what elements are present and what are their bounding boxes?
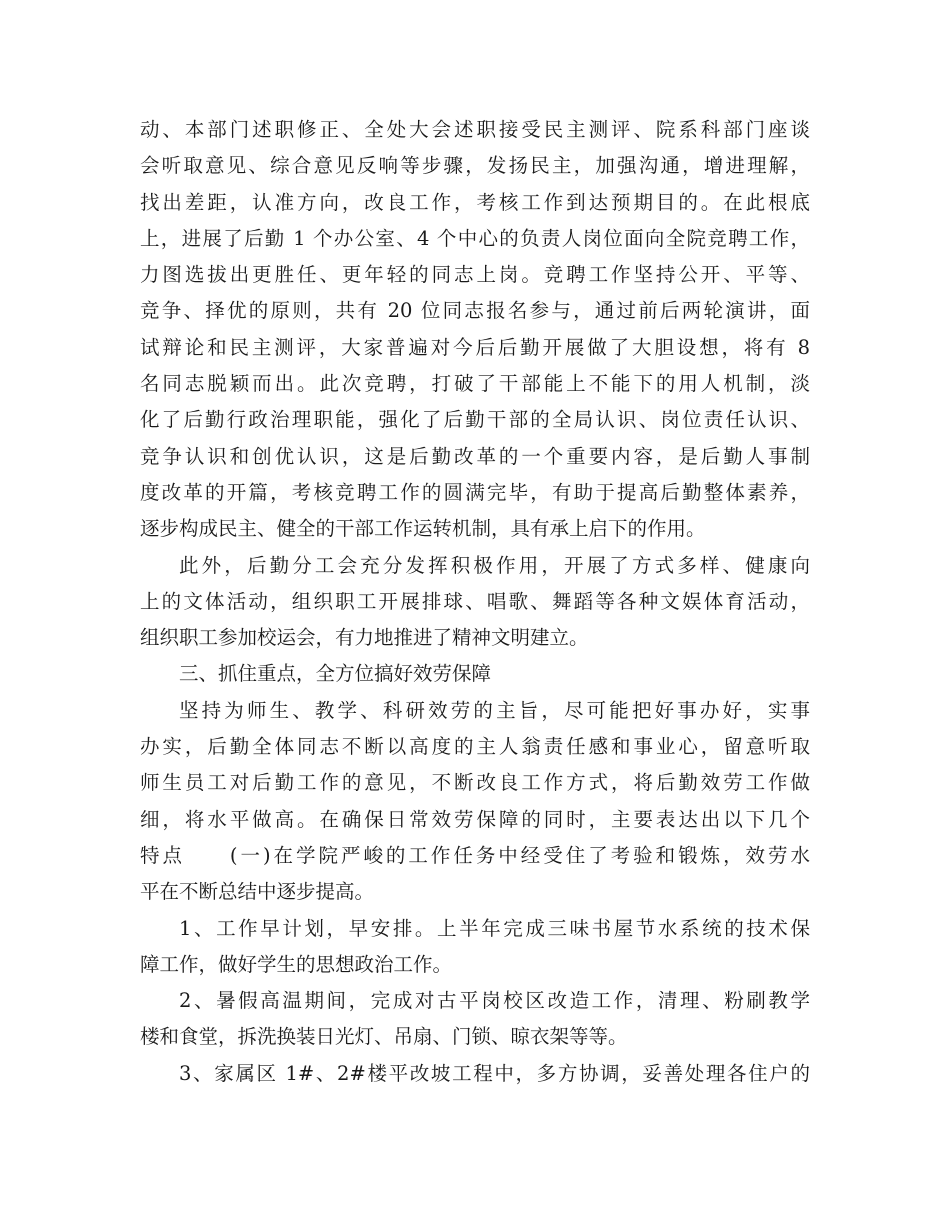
text-line: 名同志脱颖而出。此次竞聘，打破了干部能上不能下的用人机制，淡 (140, 372, 810, 396)
text-line: 竞争、择优的原则，共有 20 位同志报名参与，通过前后两轮演讲，面 (140, 299, 810, 323)
paragraph-first-line: 2、暑假高温期间，完成对古平岗校区改造工作，清理、粉刷教学 (179, 989, 810, 1013)
text-line: 障工作，做好学生的思想政治工作。 (140, 952, 453, 976)
text-line: 楼和食堂，拆洗换装日光灯、吊扇、门锁、晾衣架等等。 (140, 1025, 628, 1049)
text-line: 组织职工参加校运会，有力地推进了精神文明建立。 (140, 626, 589, 650)
text-line: 师生员工对后勤工作的意见，不断改良工作方式，将后勤效劳工作做 (140, 771, 810, 795)
document-page (140, 112, 810, 1092)
text-line: 竞争认识和创优认识，这是后勤改革的一个重要内容，是后勤人事制 (140, 444, 810, 468)
paragraph-first-line: 1、工作早计划，早安排。上半年完成三味书屋节水系统的技术保 (179, 916, 810, 940)
text-line: 度改革的开篇，考核竞聘工作的圆满完毕，有助于提高后勤整体素养， (140, 480, 810, 504)
text-line: 办实，后勤全体同志不断以高度的主人翁责任感和事业心，留意听取 (140, 735, 810, 759)
paragraph-first-line: 此外，后勤分工会充分发挥积极作用，开展了方式多样、健康向 (179, 553, 810, 577)
text-line: 试辩论和民主测评，大家普遍对今后后勤开展做了大胆设想，将有 8 (140, 335, 810, 359)
text-line: 会听取意见、综合意见反响等步骤，发扬民主，加强沟通，增进理解， (140, 154, 810, 178)
text-line: 特点 (一)在学院严峻的工作任务中经受住了考验和锻炼，效劳水 (140, 843, 810, 867)
text-line: 上，进展了后勤 1 个办公室、4 个中心的负责人岗位面向全院竞聘工作， (140, 226, 810, 250)
paragraph-first-line: 三、抓住重点，全方位搞好效劳保障 (179, 662, 492, 686)
text-line: 找出差距，认准方向，改良工作，考核工作到达预期目的。在此根底 (140, 190, 810, 214)
text-line: 化了后勤行政治理职能，强化了后勤干部的全局认识、岗位责任认识、 (140, 408, 810, 432)
text-line: 上的文体活动，组织职工开展排球、唱歌、舞蹈等各种文娱体育活动， (140, 589, 810, 613)
text-line: 动、本部门述职修正、全处大会述职接受民主测评、院系科部门座谈 (140, 118, 810, 141)
text-line: 逐步构成民主、健全的干部工作运转机制，具有承上启下的作用。 (140, 517, 706, 541)
paragraph-first-line: 坚持为师生、教学、科研效劳的主旨，尽可能把好事办好，实事 (179, 698, 810, 722)
text-line: 平在不断总结中逐步提高。 (140, 880, 375, 904)
text-line: 力图选拔出更胜任、更年轻的同志上岗。竞聘工作坚持公开、平等、 (140, 263, 810, 287)
paragraph-first-line: 3、家属区 1#、2#楼平改坡工程中，多方协调，妥善处理各住户的 (179, 1061, 810, 1085)
text-line: 细，将水平做高。在确保日常效劳保障的同时，主要表达出以下几个 (140, 807, 810, 831)
